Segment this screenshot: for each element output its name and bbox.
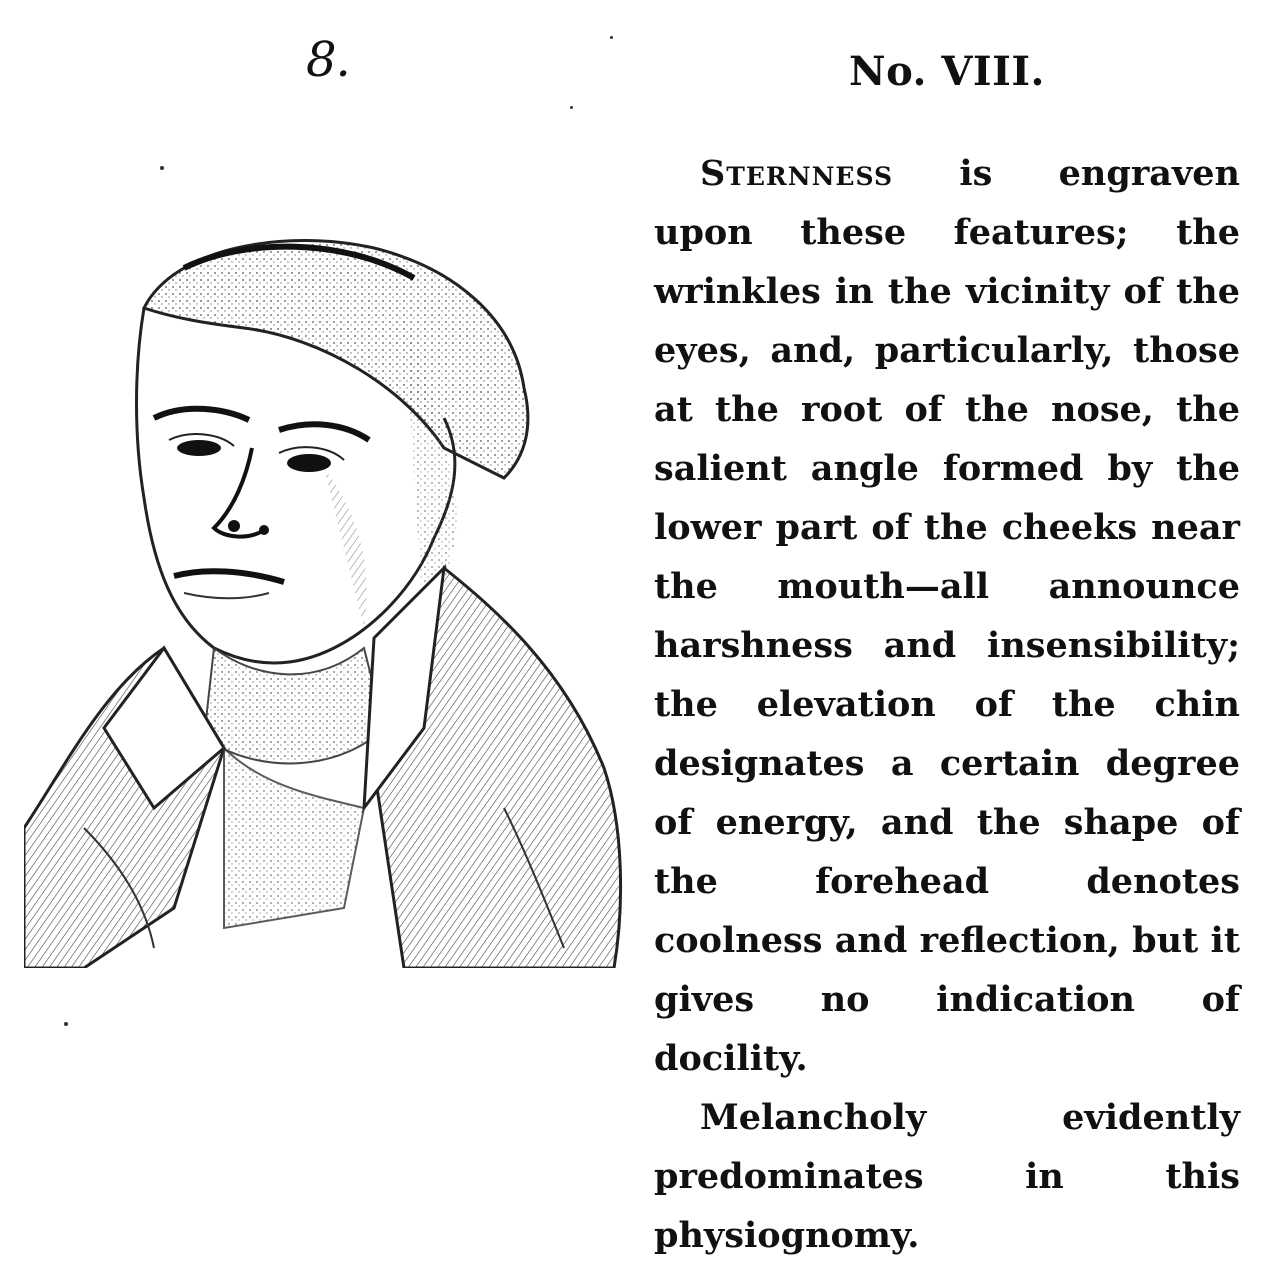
paragraph-body: is engraven upon these features; the wrinkles in the vicinity of the eyes, and, particularly, those at the root of the nose, the salient angle formed by the lower part of the cheeks near the mouth—all announce harshness and insensibility; the elevation of the chin designates a certain degree of energy, and the shape of the forehead denotes coolness and reflection, but it gives no indication of docility. (654, 153, 1240, 1079)
conclusion-paragraph: Melancholy evidently predominates in this physiognomy. (654, 1097, 1240, 1256)
plate-number: 8. (306, 32, 350, 88)
description-paragraph (654, 144, 1240, 1088)
ink-speck (160, 166, 164, 170)
text-column (654, 48, 1240, 1265)
ink-speck (570, 106, 573, 109)
lead-word: Sternness (700, 153, 894, 194)
engraved-portrait (24, 208, 634, 968)
plate-title: No. VIII. (849, 48, 1045, 95)
ink-speck (64, 1022, 68, 1026)
ink-speck (610, 36, 613, 39)
